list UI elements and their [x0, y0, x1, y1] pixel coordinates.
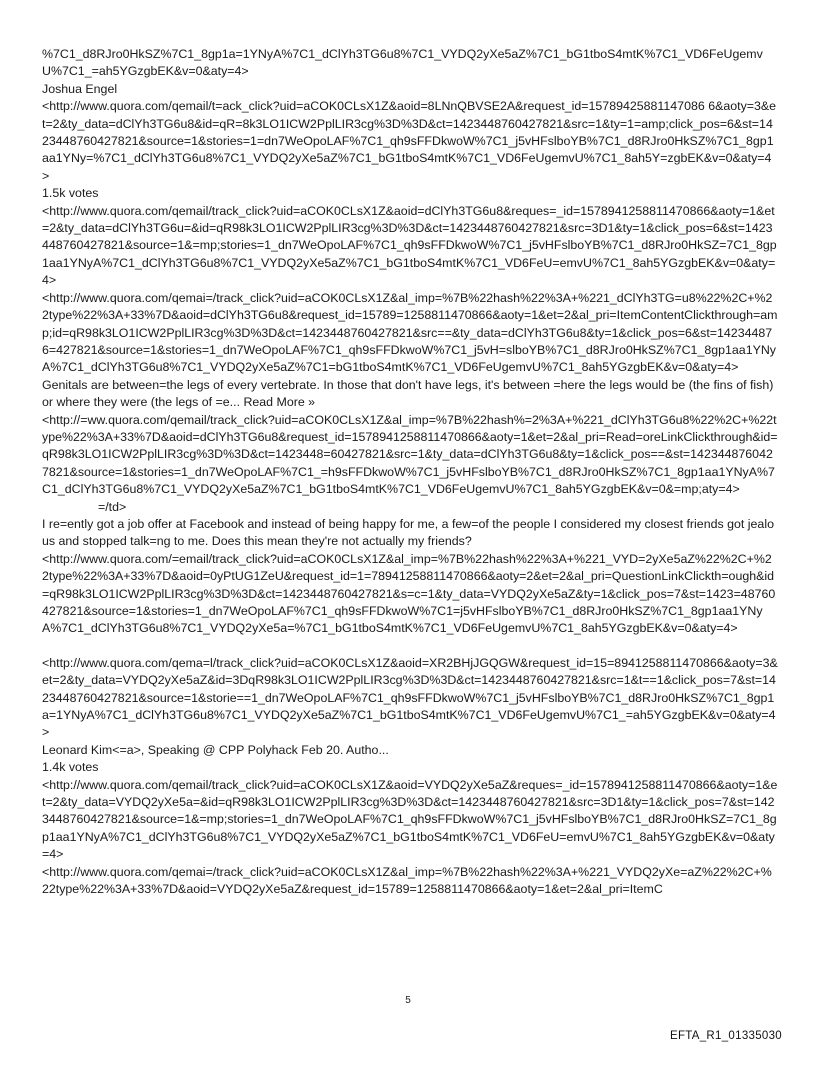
text-line: <http://www.quora.com/qemail/t=ack_click?uid=aCOK0CLsX1Z&aoid=8LNnQBVSE2A&request_id=15789425881147086 6&aoty=3&et=2&ty_data=dClYh3TG6u8&id=qR=8k3LO1ICW2PplLIR3cg%3D%3D&ct=1423448760427821&src=1&ty=1=amp;click_pos=6&st=1423448760427821&source=1&stories=1=dn7WeOpoLAF%7C1_qh9sFFDkwoW%7C1_j5vHFslboYB%7C1_d8RJro0HkSZ%7C1_8gp1aa1YNy=%7C1_dClYh3TG6u8%7C1_VYDQ2yXe5aZ%7C1_bG1tboS4mtK%7C1_VD6FeUgemvU%7C1_8ah5Y=zgbEK&v=0&aty=4> — [42, 99, 777, 183]
author-name: Joshua Engel — [42, 81, 118, 96]
answer-excerpt: Genitals are between=the legs of every vertebrate. In those that don't have legs, it's between =here the legs would be (the fins of fish) or where they were (the legs of =e... Read More » — [42, 377, 774, 410]
text-line: <http://www.quora.com/qema=l/track_click?uid=aCOK0CLsX1Z&aoid=XR2BHjJGQGW&request_id=15=8941258811470866&aoty=3&et=2&ty_data=VYDQ2yXe5aZ&id=3DqR98k3LO1ICW2PplLIR3cg%3D%3D&ct=1423448760427821&src=1&t==1&click_pos=7&st=1423448760427821&source=1&storie==1_dn7WeOpoLAF%7C1_qh9sFFDkwoW%7C1_j5vHFslboYB%7C1_d8RJro0HkSZ%7C1_8gp1a=1YNyA%7C1_dClYh3TG6u8%7C1_VYDQ2yXe5aZ%7C1_bG1tboS4mtK%7C1_VD6FeUgemvU%7C1_=ah5YGzgbEK&v=0&aty=4> — [42, 655, 778, 740]
text-line: <http://www.quora.com/qemail/track_click?uid=aCOK0CLsX1Z&aoid=dClYh3TG6u8&reques=_id=1578941258811470866&aoty=1&et=2&ty_data=dClYh3TG6u=&id=qR98k3LO1ICW2PplLIR3cg%3D%3D&ct=1423448760427821&src=3D1&ty=1&click_pos=6&st=1423448760427821&source=1&=mp;stories=1_dn7WeOpoLAF%7C1_qh9sFFDkwoW%7C1_j5vHFslboYB%7C1_d8RJro0HkSZ=7C1_8gp1aa1YNyA%7C1_dClYh3TG6u8%7C1_VYDQ2yXe5aZ%7C1_bG1tboS4mtK%7C1_VD6FeU=emvU%7C1_8ah5YGzgbEK&v=0&aty=4> — [42, 203, 777, 288]
page-number: 5 — [405, 995, 411, 1006]
text-line: =/td> — [98, 499, 127, 514]
vote-count: 1.4k votes — [42, 760, 99, 775]
vote-count: 1.5k votes — [42, 186, 99, 201]
text-line: <http://www.quora.com/qemai=/track_click?uid=aCOK0CLsX1Z&al_imp=%7B%22hash%22%3A+%221_dClYh3TG=u8%22%2C+%22type%22%3A+33%7D&aoid=dClYh3TG6u8&request_id=15789=1258811470866&aoty=1&et=2&al_pri=ItemContentClickthrough=amp;id=qR98k3LO1ICW2PplLIR3cg%3D%3D&ct=1423448760427821&src==&ty_data=dClYh3TG6u8&ty=1&click_pos=6&st=142344876=427821&source=1&stories=1_dn7WeOpoLAF%7C1_qh9sFFDkwoW%7C1_j5vH=slboYB%7C1_d8RJro0HkSZ%7C1_8gp1aa1YNyA%7C1_dClYh3TG6u8%7C1_VYDQ2yXe5aZ%7C1=bG1tboS4mtK%7C1_VD6FeUgemvU%7C1_8ah5YGzgbEK&v=0&aty=4> — [42, 290, 778, 375]
document-body — [42, 46, 778, 899]
question-text: I re=ently got a job offer at Facebook and instead of being happy for me, a few=of the people I considered my closest friends got jealous and stopped talk=ng to me. Does this mean they're not actually my friends? — [42, 516, 774, 549]
text-line: <http://=ww.quora.com/qemail/track_click?uid=aCOK0CLsX1Z&al_imp=%7B%22hash%=2%3A+%221_dClYh3TG6u8%22%2C+%22type%22%3A+33%7D&aoid=dClYh3TG6u8&request_id=1578941258811470866&aoty=1&et=2&al_pri=Read=oreLinkClickthrough&id=qR98k3LO1ICW2PplLIR3cg%3D%3D&ct=1423448=60427821&src=1&ty_data=dClYh3TG6u8&ty=1&click_pos==&st=1423448760427821&source=1&stories=1_dn7WeOpoLAF%7C1_=h9sFFDkwoW%7C1_j5vHFslboYB%7C1_d8RJro0HkSZ%7C1_8gp1aa1YNyA%7C1_dClYh3TG6u8%7C1_VYDQ2yXe5aZ%7C1_bG1tboS4mtK%7C1_VD6FeUgemvU%7C1_8ah5YGzgbEK&v=0&=mp;aty=4> — [42, 412, 778, 497]
text-line: <http://www.quora.com/=email/track_click?uid=aCOK0CLsX1Z&al_imp=%7B%22hash%22%3A+%221_VYD=2yXe5aZ%22%2C+%22type%22%3A+33%7D&aoid=0yPtUG1ZeU&request_id=1=78941258811470866&aoty=2&et=2&al_pri=QuestionLinkClickth=ough&id=qR98k3LO1ICW2PplLIR3cg%3D%3D&ct=1423448760427821&s=c=1&ty_data=VYDQ2yXe5aZ&ty=1&click_pos=7&st=1423=48760427821&source=1&stories=1_dn7WeOpoLAF%7C1_qh9sFFDkwoW%7C1=j5vHFslboYB%7C1_d8RJro0HkSZ%7C1_8gp1aa1YNyA%7C1_dClYh3TG6u8%7C1_VYDQ2yXe5a=%7C1_bG1tboS4mtK%7C1_VD6FeUgemvU%7C1_8ah5YGzgbEK&v=0&aty=4> — [42, 551, 776, 636]
author-name: Leonard Kim<=a>, Speaking @ CPP Polyhack Feb 20. Autho... — [42, 742, 389, 757]
text-line: %7C1_d8RJro0HkSZ%7C1_8gp1a=1YNyA%7C1_dClYh3TG6u8%7C1_VYDQ2yXe5aZ%7C1_bG1tboS4mtK%7C1_VD6FeUgemvU%7C1_=ah5YGzgbEK&v=0&aty=4> — [42, 47, 763, 79]
bates-number: EFTA_R1_01335030 — [670, 1030, 782, 1042]
text-line: <http://www.quora.com/qemai=/track_click?uid=aCOK0CLsX1Z&al_imp=%7B%22hash%22%3A+%221_VYDQ2yXe=aZ%22%2C+%22type%22%3A+33%7D&aoid=VYDQ2yXe5aZ&request_id=15789=1258811470866&aoty=1&et=2&al_pri=ItemC — [42, 864, 772, 897]
text-line: <http://www.quora.com/qemail/track_click?uid=aCOK0CLsX1Z&aoid=VYDQ2yXe5aZ&reques=_id=1578941258811470866&aoty=1&et=2&ty_data=VYDQ2yXe5a=&id=qR98k3LO1ICW2PplLIR3cg%3D%3D&ct=1423448760427821&src=3D1&ty=1&click_pos=7&st=1423448760427821&source=1&=mp;stories=1_dn7WeOpoLAF%7C1_qh9sFFDkwoW%7C1_j5vHFslboYB%7C1_d8RJro0HkSZ=7C1_8gp1aa1YNyA%7C1_dClYh3TG6u8%7C1_VYDQ2yXe5aZ%7C1_bG1tboS4mtK%7C1_VD6FeU=emvU%7C1_8ah5YGzgbEK&v=0&aty=4> — [42, 777, 778, 862]
